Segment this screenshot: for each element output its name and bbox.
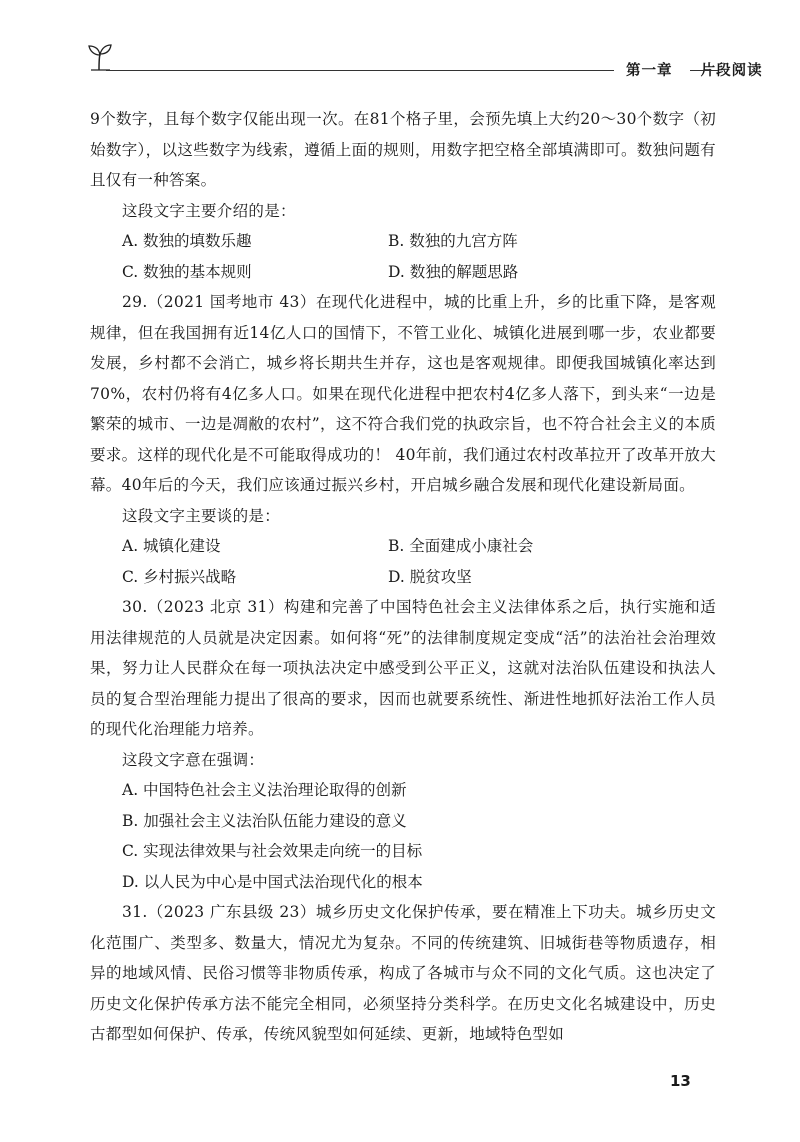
q30-option-c: C. 实现法律效果与社会效果走向统一的目标 [122, 842, 423, 860]
q28-passage: 9个数字，且每个数字仅能出现一次。在81个格子里，会预先填上大约20～30个数字（初始数字），以这些数字为线索，遵循上面的规则，用数字把空格全部填满即可。数独问题有且仅有一种答案。 [90, 110, 716, 189]
q28-option-c: C. 数独的基本规则 [122, 262, 252, 281]
q28-option-a: A. 数独的填数乐趣 [122, 232, 252, 250]
q29-question: 这段文字主要谈的是： [122, 506, 281, 525]
header-rule-left [106, 70, 614, 71]
page-body [90, 104, 716, 1050]
q30-option-a: A. 中国特色社会主义法治理论取得的创新 [122, 781, 407, 799]
q28-options-row-1 [90, 226, 716, 257]
q28-option-b: B. 数独的九宫方阵 [388, 232, 518, 250]
q30-option-b: B. 加强社会主义法治队伍能力建设的意义 [122, 811, 407, 830]
header-rule-right [690, 70, 718, 71]
q30-passage: 30.（2023 北京 31）构建和完善了中国特色社会主义法律体系之后，执行实施和适用法律规范的人员就是决定因素。如何将“死”的法律制度规定变成“活”的法治社会治理效果，努力让人民群众在每一项执法决定中感受到公平正义，这就对法治队伍建设和执法人员的复合型治理能力提出了很高的要求，因而也就要系统性、渐进性地抓好法治工作人员的现代化治理能力培养。 [90, 598, 716, 738]
sprout-icon [86, 42, 112, 72]
running-header [86, 42, 763, 79]
q30-question: 这段文字意在强调： [122, 750, 265, 769]
q29-option-d: D. 脱贫攻坚 [388, 567, 472, 586]
q28-options-row-2 [90, 257, 716, 288]
chapter-label: 第一章 [626, 63, 673, 79]
q29-option-a: A. 城镇化建设 [122, 537, 221, 555]
q29-option-b: B. 全面建成小康社会 [388, 537, 534, 555]
q31-passage: 31.（2023 广东县级 23）城乡历史文化保护传承，要在精准上下功夫。城乡历史文化范围广、类型多、数量大，情况尤为复杂。不同的传统建筑、旧城街巷等物质遗存，相异的地域风情、民俗习惯等非物质传承，构成了各城市与众不同的文化气质。这也决定了历史文化保护传承方法不能完全相同，必须坚持分类科学。在历史文化名城建设中，历史古都型如何保护、传承，传统风貌型如何延续、更新，地域特色型如 [90, 903, 716, 1043]
q30-option-d: D. 以人民为中心是中国式法治现代化的根本 [122, 872, 423, 891]
q28-option-d: D. 数独的解题思路 [388, 262, 519, 281]
q29-options-row-1 [90, 531, 716, 562]
section-label: 片段阅读 [700, 63, 763, 79]
q29-passage: 29.（2021 国考地市 43）在现代化进程中，城的比重上升，乡的比重下降，是客观规律，但在我国拥有近14亿人口的国情下，不管工业化、城镇化进展到哪一步，农业都要发展，乡村都不会消亡，城乡将长期共生并存，这也是客观规律。即便我国城镇化率达到70%，农村仍将有4亿多人口。如果在现代化进程中把农村4亿多人落下，到头来“一边是繁荣的城市、一边是凋敝的农村”，这不符合我们党的执政宗旨，也不符合社会主义的本质要求。这样的现代化是不可能取得成功的！ 40年前，我们通过农村改革拉开了改革开放大幕。40年后的今天，我们应该通过振兴乡村，开启城乡融合发展和现代化建设新局面。 [90, 293, 716, 494]
q29-option-c: C. 乡村振兴战略 [122, 567, 237, 586]
q29-options-row-2 [90, 562, 716, 593]
page-number: 13 [670, 1072, 691, 1090]
q28-question: 这段文字主要介绍的是： [122, 201, 296, 220]
